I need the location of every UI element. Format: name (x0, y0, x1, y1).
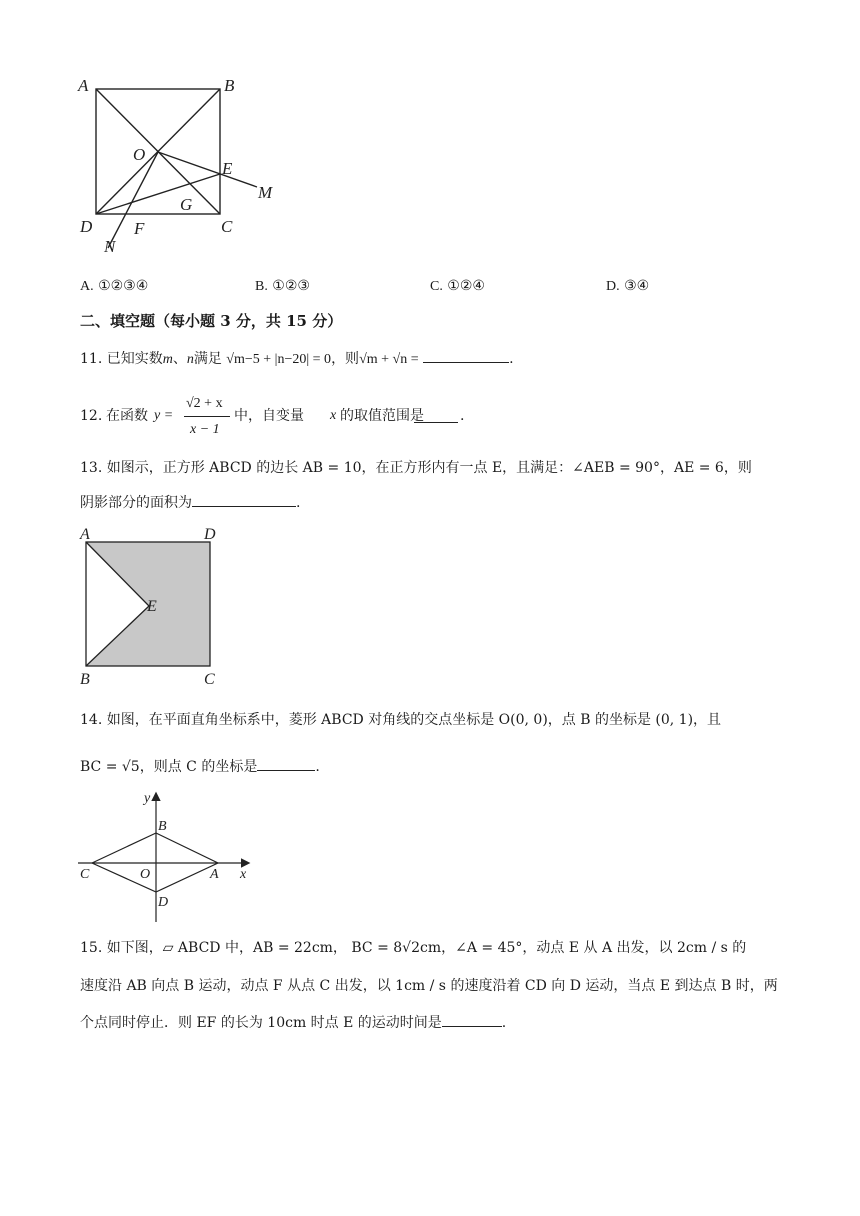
q11-text1: 已知实数 (106, 351, 163, 367)
label-a-13: A (80, 526, 90, 543)
q15-end: . (501, 1015, 507, 1031)
q11-var-n: n (186, 352, 194, 367)
q12-y-equals: y = (154, 408, 174, 423)
q13-end: . (296, 495, 301, 511)
label-y: y (144, 791, 151, 806)
choice-c-text: ①②④ (447, 278, 485, 294)
q14-end: . (315, 759, 320, 775)
label-x: x (240, 867, 247, 882)
label-n: N (104, 237, 116, 256)
q11-sep: 、 (172, 351, 187, 367)
label-d: D (80, 217, 93, 236)
label-a: A (78, 76, 89, 95)
label-g: G (180, 195, 193, 214)
q11-expression2: √m + √n = (359, 352, 419, 367)
q13-answer-blank[interactable] (192, 492, 296, 507)
q11-var-m: m (162, 352, 173, 367)
q11-text3: ，则 (331, 351, 360, 367)
choice-a-letter: A. (80, 279, 94, 294)
choice-a[interactable] (80, 278, 148, 295)
question-15-line2: 速度沿 AB 向点 B 运动，动点 F 从点 C 出发，以 1cm / s 的速度沿着 CD 向 D 运动，当点 E 到达点 B 时，两 (80, 978, 778, 994)
q15-answer-blank[interactable] (442, 1012, 502, 1027)
q12-denominator: x − 1 (190, 422, 220, 437)
choice-d-text: ③④ (624, 278, 650, 294)
q12-end: . (460, 408, 465, 424)
choice-d[interactable] (606, 278, 649, 295)
choice-a-text: ①②③④ (98, 278, 149, 294)
choice-d-letter: D. (606, 279, 620, 294)
q15-line3-text: 个点同时停止．则 EF 的长为 10cm 时点 E 的运动时间是 (80, 1015, 442, 1031)
q12-text3: 的取值范围是 (340, 408, 424, 424)
q12-fraction-bar (184, 416, 230, 417)
figure-square-abcd-omg (70, 70, 290, 260)
choice-c[interactable] (430, 278, 485, 295)
label-d-13: D (204, 526, 216, 543)
q14-answer-blank[interactable] (257, 756, 315, 771)
q12-answer-blank[interactable] (414, 408, 458, 423)
label-a-14: A (210, 867, 219, 882)
label-e: E (222, 159, 233, 178)
label-c-14: C (80, 867, 90, 882)
q12-text1: 在函数 (106, 408, 148, 424)
label-m: M (258, 183, 273, 202)
question-14-line1: 14. 如图，在平面直角坐标系中，菱形 ABCD 对角线的交点坐标是 O(0, 0)，点 B 的坐标是 (0, 1)，且 (80, 712, 722, 728)
choice-b[interactable] (255, 278, 310, 295)
q11-number: 11. (80, 351, 103, 367)
question-15-line1: 15. 如下图，▱ ABCD 中，AB = 22cm， BC = 8√2cm，∠A = 45°，动点 E 从 A 出发，以 2cm / s 的 (80, 940, 747, 956)
label-d-14: D (158, 895, 169, 910)
question-11 (80, 348, 514, 370)
question-13-line2 (80, 492, 300, 513)
label-o: O (133, 145, 146, 164)
label-o-14: O (140, 867, 151, 882)
label-b-13: B (80, 671, 90, 688)
ray-on (108, 152, 158, 248)
q13-line2-text: 阴影部分的面积为 (80, 495, 192, 511)
label-b: B (224, 76, 235, 95)
q12-number: 12. (80, 408, 103, 424)
q11-answer-blank[interactable] (423, 348, 509, 363)
label-b-14: B (158, 819, 167, 834)
segment-de (96, 174, 220, 214)
figure-rhombus-coordinates (70, 786, 270, 926)
label-f: F (134, 219, 145, 238)
q12-text2: 中，自变量 (234, 408, 304, 424)
label-e-13: E (147, 598, 157, 615)
q12-var-x: x (330, 408, 337, 423)
q11-text2: 满足 (193, 351, 222, 367)
choice-c-letter: C. (430, 279, 443, 294)
label-c: C (221, 217, 233, 236)
question-14-line2 (80, 756, 320, 777)
q11-expression: √m−5 + |n−20| = 0 (226, 352, 332, 367)
label-c-13: C (204, 671, 215, 688)
section-title: 二、填空题（每小题 3 分，共 15 分） (80, 312, 343, 330)
ray-om (158, 152, 257, 187)
figure-shaded-square (72, 522, 232, 692)
q11-end: . (509, 351, 514, 367)
question-15-line3 (80, 1012, 506, 1033)
question-13-line1: 13. 如图示，正方形 ABCD 的边长 AB = 10，在正方形内有一点 E，且满足：∠AEB = 90°，AE = 6，则 (80, 460, 752, 476)
q14-line2-text: BC = √5，则点 C 的坐标是 (80, 759, 258, 775)
choice-b-letter: B. (255, 279, 268, 294)
q12-numerator: √2 + x (186, 396, 223, 411)
choice-b-text: ①②③ (272, 278, 310, 294)
